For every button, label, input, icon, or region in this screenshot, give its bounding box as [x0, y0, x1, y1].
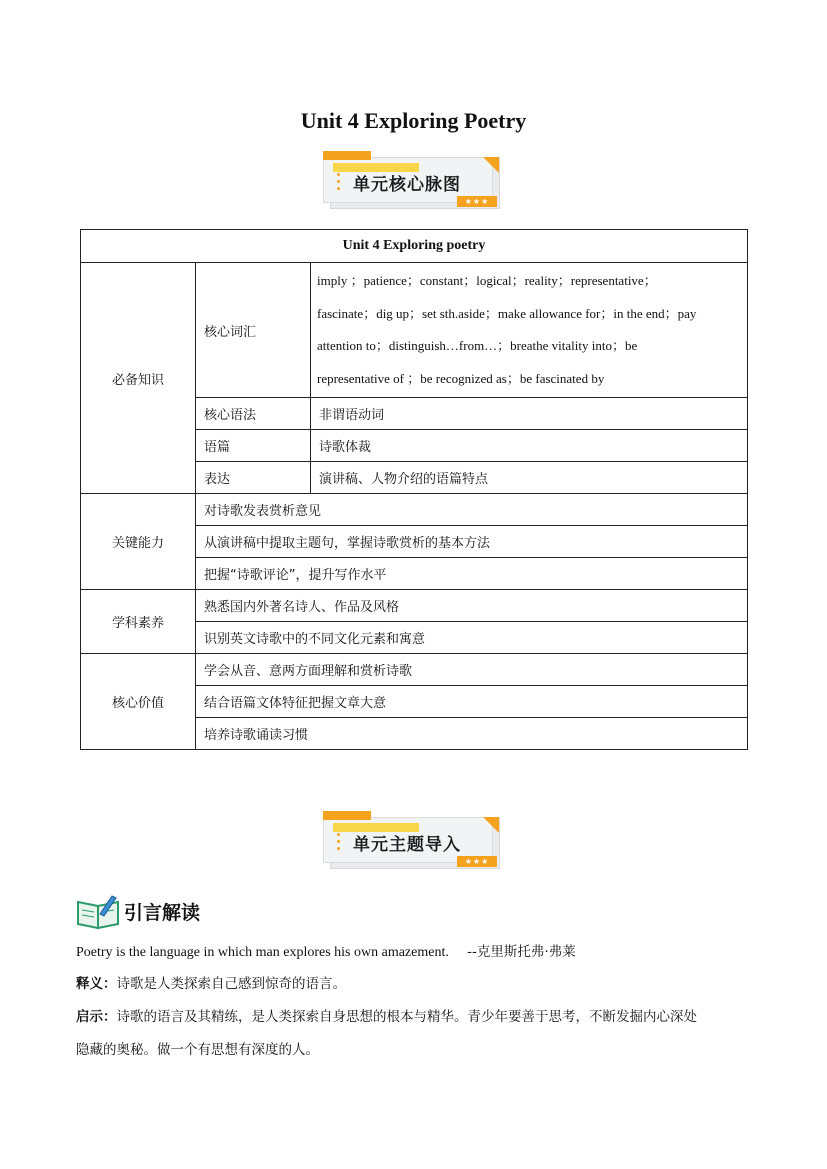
badge-fold — [483, 157, 499, 173]
content-cell: 熟悉国内外著名诗人、作品及风格 — [196, 590, 748, 622]
subcategory-cell: 核心语法 — [196, 398, 311, 430]
insight-line-2: 隐藏的奥秘。做一个有思想有深度的人。 — [76, 1042, 319, 1058]
quote-english: Poetry is the language in which man explores his own amazement. — [76, 945, 449, 960]
subcategory-cell: 表达 — [196, 462, 311, 494]
quote-author: --克里斯托弗·弗莱 — [467, 944, 576, 960]
category-cell: 核心价值 — [81, 654, 196, 750]
unit-overview-table — [80, 229, 748, 750]
content-cell: 演讲稿、人物介绍的语篇特点 — [311, 462, 748, 494]
content-cell: 从演讲稿中提取主题句，掌握诗歌赏析的基本方法 — [196, 526, 748, 558]
category-cell: 必备知识 — [81, 263, 196, 494]
page-title: Unit 4 Exploring Poetry — [300, 108, 527, 133]
subcategory-cell: 核心词汇 — [196, 263, 311, 398]
badge-tab — [323, 151, 371, 160]
section-badge-theme-intro — [323, 811, 499, 869]
badge-tab — [323, 811, 371, 820]
vocab-line: imply ；patience；constant；logical；reality；representative； — [317, 273, 657, 288]
table-header: Unit 4 Exploring poetry — [81, 230, 748, 263]
content-cell: 诗歌体裁 — [311, 430, 748, 462]
badge-label: 单元核心脉图 — [353, 175, 461, 195]
content-cell: 识别英文诗歌中的不同文化元素和寓意 — [196, 622, 748, 654]
subcategory-cell: 语篇 — [196, 430, 311, 462]
insight-label: 启示： — [76, 1009, 117, 1025]
content-cell: 对诗歌发表赏析意见 — [196, 494, 748, 526]
content-cell: 学会从音、意两方面理解和赏析诗歌 — [196, 654, 748, 686]
content-cell: 结合语篇文体特征把握文章大意 — [196, 686, 748, 718]
vocabulary-cell — [311, 263, 748, 398]
vocab-line: fascinate；dig up；set sth.aside；make allowance for；in the end；pay — [317, 305, 697, 321]
quote-heading-text: 引言解读 — [124, 902, 201, 924]
insight-line-1 — [76, 1005, 751, 1025]
category-cell: 学科素养 — [81, 590, 196, 654]
content-cell: 非谓语动词 — [311, 398, 748, 430]
vocab-line: representative of ；be recognized as；be fascinated by — [317, 370, 605, 386]
interpretation-line — [76, 972, 751, 992]
badge-fold — [483, 817, 499, 833]
badge-dots — [337, 173, 341, 194]
category-cell: 关键能力 — [81, 494, 196, 590]
insight-text: 诗歌的语言及其精练，是人类探索自身思想的根本与精华。青少年要善于思考，不断发掘内心深处 — [116, 1009, 697, 1025]
interpretation-text: 诗歌是人类探索自己感到惊奇的语言。 — [116, 976, 346, 992]
open-book-pen-icon — [76, 894, 120, 930]
content-cell: 培养诗歌诵读习惯 — [196, 718, 748, 750]
badge-dots — [337, 833, 341, 854]
content-cell: 把握“诗歌评论”，提升写作水平 — [196, 558, 748, 590]
badge-stars-icon: ★★★ — [457, 196, 497, 207]
quote-line — [76, 940, 751, 961]
badge-stars-icon: ★★★ — [457, 856, 497, 867]
badge-label: 单元主题导入 — [353, 835, 461, 855]
vocab-line: attention to；distinguish…from…；breathe vitality into；be — [317, 338, 638, 353]
section-badge-core-map — [323, 151, 499, 209]
interpretation-label: 释义： — [76, 976, 117, 992]
